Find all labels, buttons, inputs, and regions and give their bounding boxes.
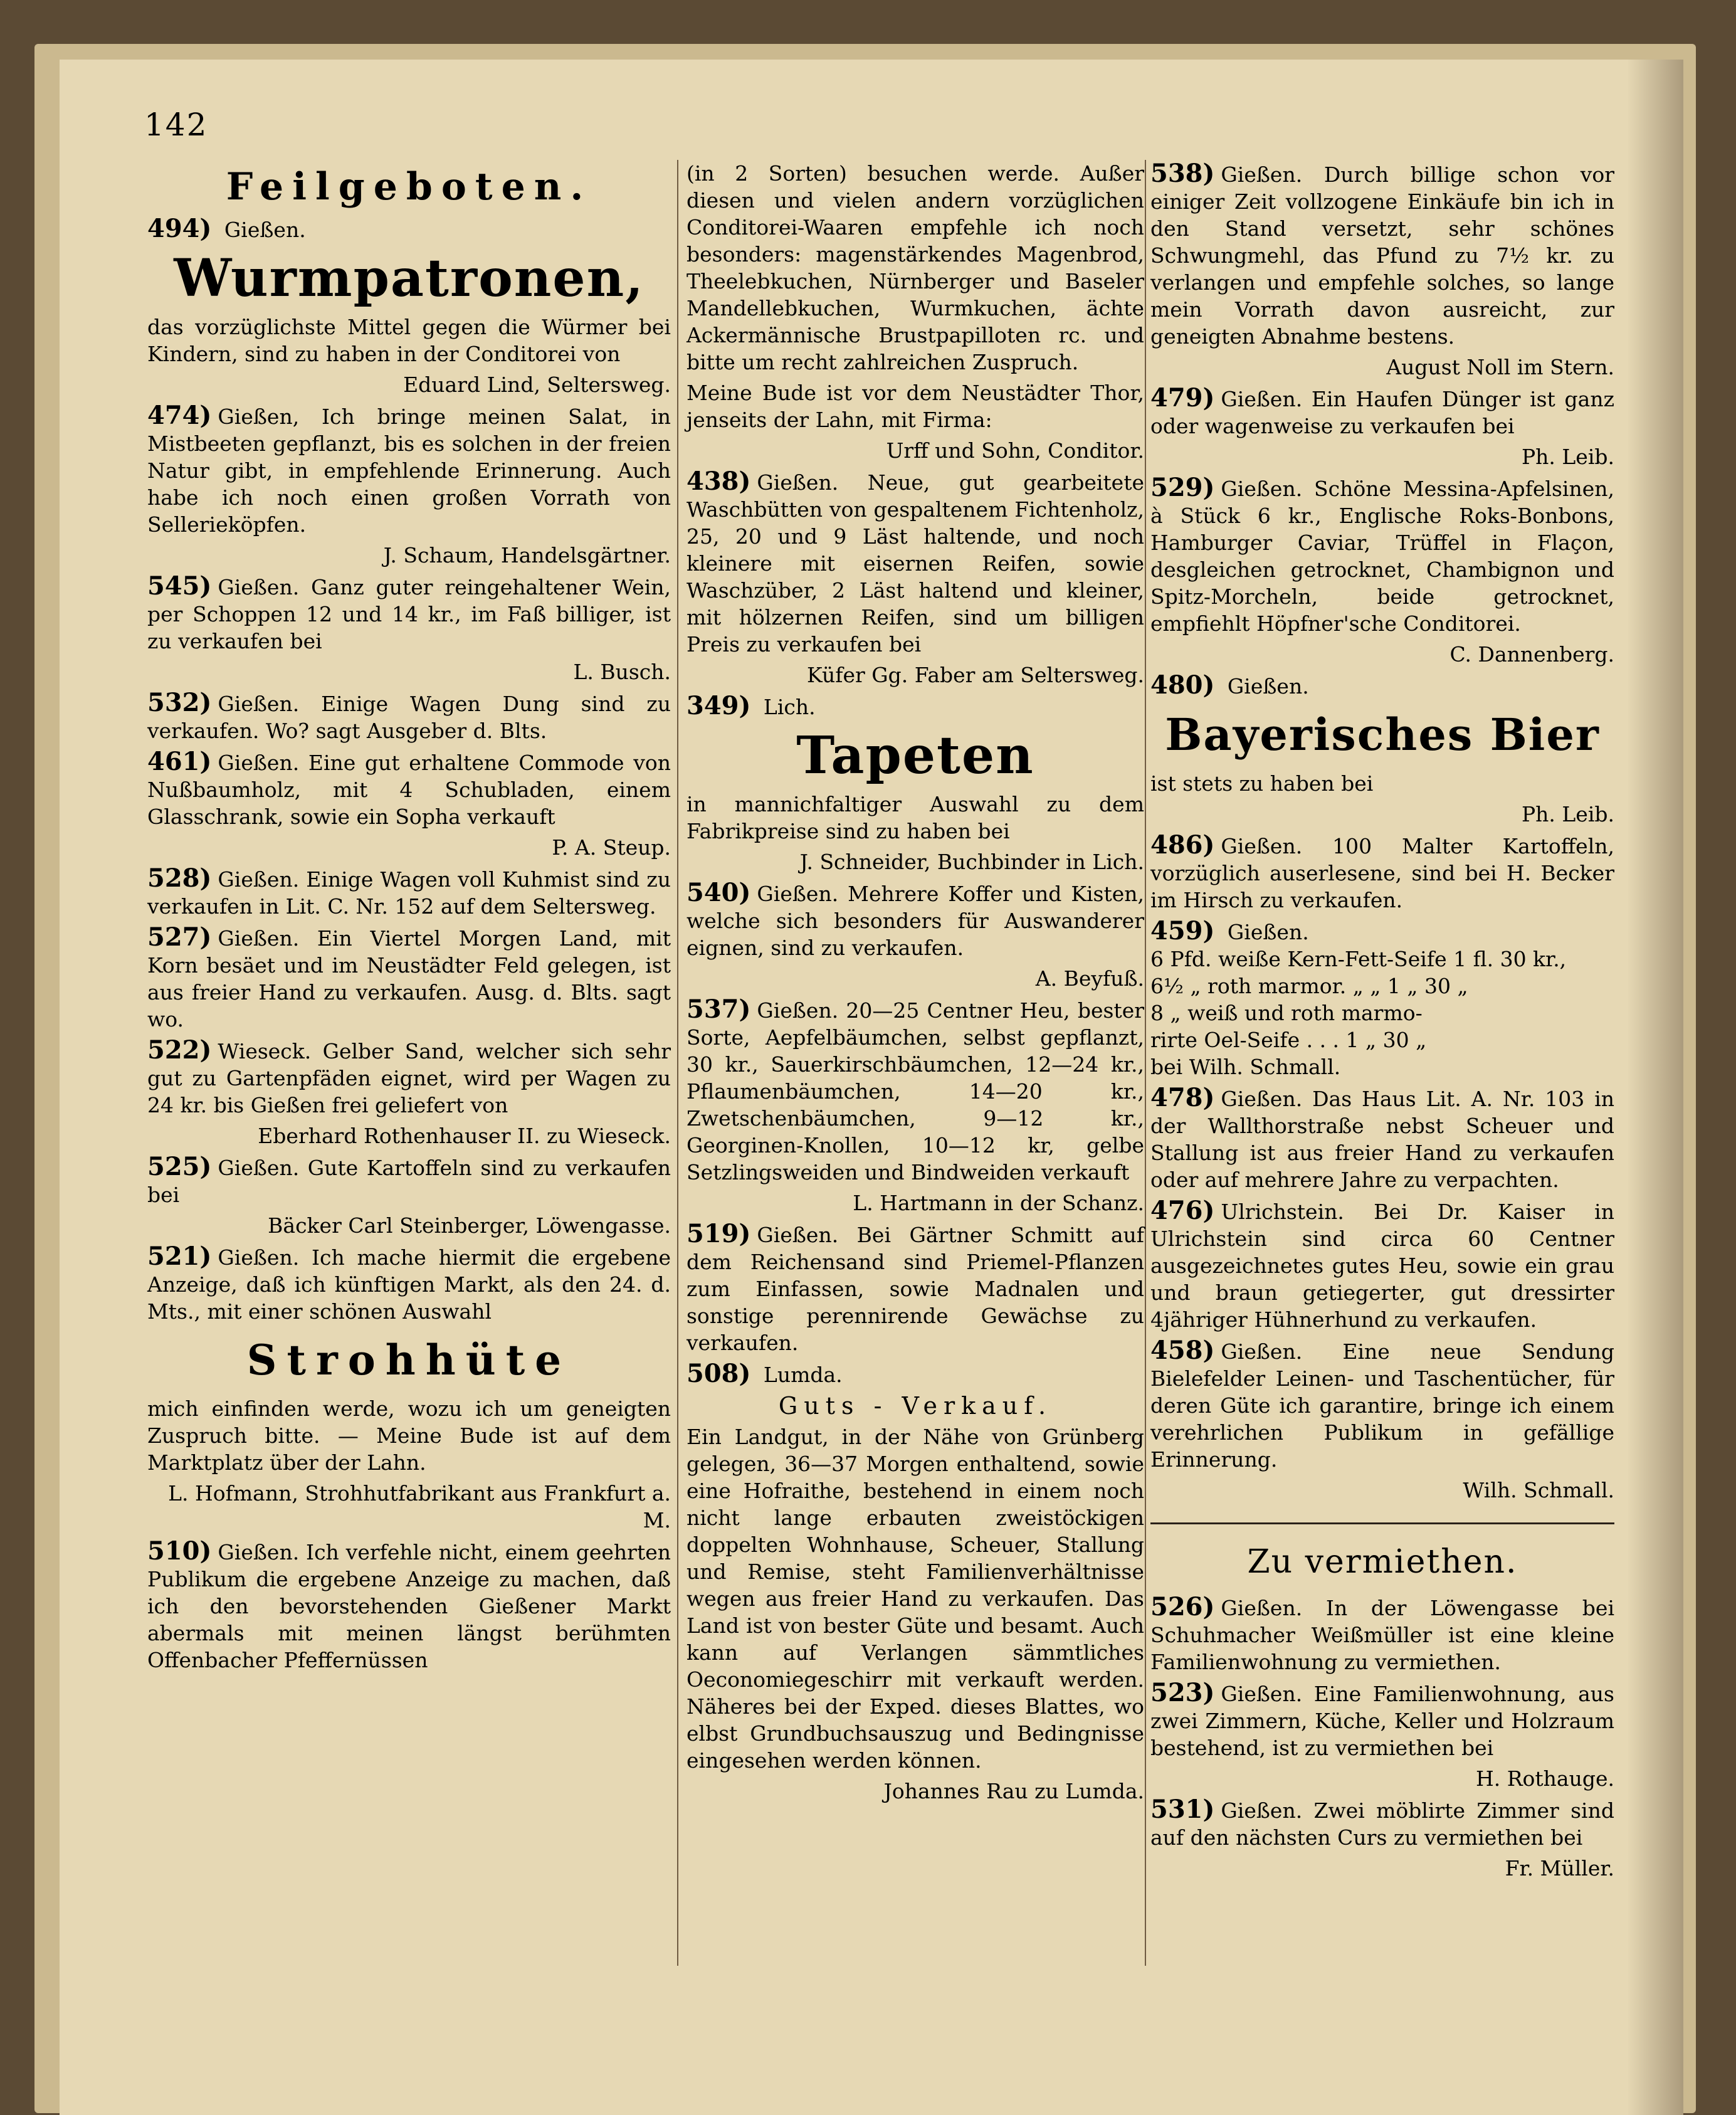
ad-349 — [687, 692, 1144, 720]
ad-number: 540) — [687, 878, 751, 907]
ad-480 — [1150, 672, 1614, 700]
ad-signature: J. Schneider, Buchbinder in Lich. — [799, 850, 1144, 874]
ad-number: 474) — [147, 401, 212, 430]
ad-461 — [147, 748, 671, 830]
ad-place: Lumda. — [763, 1363, 843, 1387]
ad-text: Gießen. In der Löwengasse bei Schuhmacher Weißmüller ist eine kleine Familienwohnung zu vermiethen. — [1150, 1596, 1614, 1674]
ad-text: das vorzüglichste Mittel gegen die Würmer bei Kindern, sind zu haben in der Conditorei von — [147, 315, 671, 366]
ad-signature: H. Rothauge. — [1475, 1766, 1614, 1791]
ad-signature: Johannes Rau zu Lumda. — [883, 1779, 1144, 1803]
ad-number: 545) — [147, 571, 212, 601]
ad-text: ist stets zu haben bei — [1150, 771, 1374, 796]
ad-459 — [1150, 917, 1614, 1080]
ad-537 — [687, 996, 1144, 1186]
ad-headline: Wurmpatronen, — [174, 248, 644, 309]
ad-text: Gießen. Eine neue Sendung Bielefelder Leinen- und Taschentücher, für deren Güte ich garantire, bringe ich einem verehrlichen Publikum in gefällige Erinnerung. — [1150, 1339, 1614, 1472]
ad-number: 494) — [147, 214, 212, 243]
ad-529 — [1150, 474, 1614, 637]
ad-headline: Guts - Verkauf. — [778, 1392, 1053, 1420]
price-line: 6 Pfd. weiße Kern-Fett-Seife 1 fl. 30 kr., — [1150, 947, 1567, 971]
ad-number: 523) — [1150, 1678, 1215, 1707]
ad-text: Gießen. Eine Familienwohnung, aus zwei Zimmern, Küche, Keller und Holzraum bestehend, ist zu vermiethen bei — [1150, 1682, 1614, 1760]
ad-text: Gießen. Ich verfehle nicht, einem geehrten Publikum die ergebene Anzeige zu machen, daß ich den bevorstehenden Gießener Markt abermals mit meinen längst berühmten Offenbacher Pfeffernüssen — [147, 1540, 671, 1672]
price-line: bei Wilh. Schmall. — [1150, 1055, 1341, 1079]
ad-text: Gießen. Zwei möblirte Zimmer sind auf den nächsten Curs zu vermiethen bei — [1150, 1798, 1614, 1850]
ad-number: 538) — [1150, 159, 1215, 188]
ad-text: Gießen. 20—25 Centner Heu, bester Sorte, Aepfelbäumchen, selbst gepflanzt, 30 kr., Sauerkirschbäumchen, 12—24 kr., Pflaumenbäumchen, 14—20 kr., Zwetschenbäumchen, 9—12 kr., Georginen-Knollen, 10—12 kr, gelbe Setzlingsweiden und Bindweiden verkauft — [687, 998, 1144, 1184]
column-2 — [687, 160, 1144, 1808]
ad-text: Gießen. Bei Gärtner Schmitt auf dem Reichensand sind Priemel-Pflanzen zum Einfassen, sowie Madnalen und sonstige perennirende Gewächse zu verkaufen. — [687, 1223, 1144, 1355]
ad-text: Gießen. Gute Kartoffeln sind zu verkaufen bei — [147, 1156, 671, 1207]
ad-signature: Eduard Lind, Seltersweg. — [403, 372, 671, 397]
ad-478 — [1150, 1084, 1614, 1193]
ad-headline: Strohhüte — [246, 1336, 572, 1385]
ad-text: Meine Bude ist vor dem Neustädter Thor, jenseits der Lahn, mit Firma: — [687, 381, 1144, 432]
ad-text: Gießen, Ich bringe meinen Salat, in Mistbeeten gepflanzt, bis es solchen in der freien Natur gibt, in empfehlende Erinnerung. Auch habe ich noch einen großen Vorrath von Sellerieköpfen. — [147, 404, 671, 537]
ad-number: 521) — [147, 1242, 212, 1271]
ad-signature: L. Hartmann in der Schanz. — [853, 1191, 1144, 1215]
ad-place: Gießen. — [1227, 920, 1309, 944]
ad-486 — [1150, 831, 1614, 914]
ad-signature: Ph. Leib. — [1521, 445, 1614, 469]
ad-519 — [687, 1220, 1144, 1356]
ad-number: 531) — [1150, 1795, 1215, 1824]
ad-510-continued: (in 2 Sorten) besuchen werde. Außer diesen und vielen andern vorzüglichen Conditorei-Waaren empfehle ich noch besonders: magenstärkendes Magenbrod, Theelebkuchen, Nürnberger und Baseler Mandellebkuchen, Wurmkuchen, ächte Ackermännische Brustpapilloten rc. und bitte um recht zahlreichen Zuspruch. — [687, 161, 1144, 374]
ad-494 — [147, 215, 671, 243]
ad-signature: Fr. Müller. — [1505, 1856, 1614, 1880]
ad-number: 476) — [1150, 1196, 1215, 1225]
ad-text: Gießen. Schöne Messina-Apfelsinen, à Stück 6 kr., Englische Roks-Bonbons, Hamburger Caviar, Trüffel in Flaçon, desgleichen getrocknet, Chambignon und Spitz-Morcheln, beide getrocknet, empfiehlt Höpfner'sche Conditorei. — [1150, 477, 1614, 636]
ad-text: Gießen. Durch billige schon vor einiger Zeit vollzogene Einkäufe bin ich in den Stand versetzt, sehr schönes Schwungmehl, das Pfund zu 7½ kr. zu verlangen und empfehle solches, so lange mein Vorrath davon ausreicht, zur geneigten Abnahme bestens. — [1150, 162, 1614, 349]
ad-number: 438) — [687, 467, 751, 496]
ad-532 — [147, 689, 671, 744]
ad-number: 527) — [147, 922, 212, 952]
ad-number: 532) — [147, 688, 212, 717]
ad-438 — [687, 468, 1144, 658]
ad-number: 529) — [1150, 473, 1215, 502]
ad-signature: Küfer Gg. Faber am Seltersweg. — [807, 663, 1144, 687]
ad-number: 526) — [1150, 1592, 1215, 1622]
ad-538 — [1150, 160, 1614, 350]
ad-signature: Urff und Sohn, Conditor. — [886, 438, 1144, 463]
column-rule-2 — [1145, 160, 1146, 1966]
ad-text: Gießen. Ein Haufen Dünger ist ganz oder wagenweise zu verkaufen bei — [1150, 387, 1614, 438]
ad-headline: Tapeten — [796, 725, 1034, 786]
ad-number: 510) — [147, 1536, 212, 1566]
ad-527 — [147, 924, 671, 1033]
ad-number: 480) — [1150, 670, 1215, 700]
ad-signature: J. Schaum, Handelsgärtner. — [383, 543, 671, 567]
ad-number: 478) — [1150, 1083, 1215, 1112]
ad-528 — [147, 865, 671, 920]
ad-number: 486) — [1150, 830, 1215, 860]
ad-text: Gießen. Ich mache hiermit die ergebene Anzeige, daß ich künftigen Markt, als den 24. d. Mts., mit einer schönen Auswahl — [147, 1245, 671, 1324]
ad-text: Wieseck. Gelber Sand, welcher sich sehr gut zu Gartenpfäden eignet, wird per Wagen zu 24 kr. bis Gießen frei geliefert von — [147, 1039, 671, 1117]
ad-signature: P. A. Steup. — [552, 835, 671, 860]
ad-signature: Bäcker Carl Steinberger, Löwengasse. — [268, 1213, 671, 1238]
ad-number: 461) — [147, 747, 212, 776]
ad-text: Gießen. Ganz guter reingehaltener Wein, per Schoppen 12 und 14 kr., im Faß billiger, ist zu verkaufen bei — [147, 575, 671, 653]
ad-number: 528) — [147, 863, 212, 893]
ad-number: 522) — [147, 1035, 212, 1065]
price-line: 8 „ weiß und roth marmo- — [1150, 1001, 1423, 1025]
ad-signature: L. Hofmann, Strohhutfabrikant aus Frankfurt a. M. — [168, 1481, 671, 1532]
ad-474 — [147, 402, 671, 538]
ad-place: Gießen. — [224, 218, 306, 242]
ad-text: Ulrichstein. Bei Dr. Kaiser in Ulrichstein sind circa 60 Centner ausgezeichnetes gutes Heu, sowie ein grau und braun getiegerter, gut dressirter 4jähriger Hühnerhund zu verkaufen. — [1150, 1200, 1614, 1332]
ad-458 — [1150, 1337, 1614, 1473]
ad-text: Gießen. Neue, gut gearbeitete Waschbütten von gespaltenem Fichtenholz, 25, 20 und 9 Läst haltende, und noch kleinere mit eisernen Reifen, sowie Waschzüber, 2 Läst haltend und kleiner, mit hölzernen Reifen, sind um billigen Preis zu verkaufen bei — [687, 470, 1144, 657]
ad-508 — [687, 1360, 1144, 1388]
ad-number: 525) — [147, 1152, 212, 1181]
ad-545 — [147, 572, 671, 655]
ad-number: 459) — [1150, 916, 1215, 946]
ad-number: 349) — [687, 691, 751, 720]
ad-521 — [147, 1243, 671, 1325]
column-1 — [147, 160, 671, 1677]
ad-text: in mannichfaltiger Auswahl zu dem Fabrikpreise sind zu haben bei — [687, 792, 1144, 843]
ad-place: Gießen. — [1227, 674, 1309, 699]
ad-text: Gießen. Eine gut erhaltene Commode von Nußbaumholz, mit 4 Schubladen, einem Glasschrank, sowie ein Sopha verkauft — [147, 751, 671, 829]
ad-place: Lich. — [763, 695, 816, 719]
ad-522 — [147, 1036, 671, 1119]
ad-text: Gießen. Das Haus Lit. A. Nr. 103 in der Wallthorstraße nebst Scheuer und Stallung ist aus freier Hand zu verkaufen oder auf mehrere Jahre zu verpachten. — [1150, 1087, 1614, 1192]
ad-text: mich einfinden werde, wozu ich um geneigten Zuspruch bitte. — Meine Bude ist auf dem Marktplatz über der Lahn. — [147, 1396, 671, 1475]
price-line: 6½ „ roth marmor. „ „ 1 „ 30 „ — [1150, 974, 1468, 998]
ad-476 — [1150, 1197, 1614, 1333]
page-gutter-shadow — [1627, 60, 1683, 2115]
ad-510 — [147, 1537, 671, 1674]
ad-number: 519) — [687, 1219, 751, 1248]
ad-signature: Wilh. Schmall. — [1463, 1478, 1614, 1502]
column-3 — [1150, 160, 1614, 1886]
section-separator — [1150, 1522, 1614, 1524]
ad-signature: August Noll im Stern. — [1386, 355, 1614, 379]
ad-signature: L. Busch. — [573, 660, 671, 684]
column-rule-1 — [677, 160, 678, 1966]
section-heading-zu-vermiethen: Zu vermiethen. — [1247, 1543, 1518, 1581]
ad-number: 537) — [687, 994, 751, 1024]
ad-headline: Bayerisches Bier — [1165, 709, 1600, 761]
ad-signature: Ph. Leib. — [1521, 802, 1614, 826]
ad-number: 508) — [687, 1359, 751, 1388]
ad-number: 479) — [1150, 383, 1215, 413]
ad-text: Gießen. Ein Viertel Morgen Land, mit Korn besäet und im Neustädter Feld gelegen, ist aus freier Hand zu verkaufen. Ausg. d. Blts. sagt wo. — [147, 926, 671, 1031]
ad-523 — [1150, 1679, 1614, 1761]
page-number: 142 — [144, 107, 208, 143]
ad-text: Ein Landgut, in der Nähe von Grünberg gelegen, 36—37 Morgen enthaltend, sowie eine Hofraithe, bestehend in einem noch nicht lange erbauten zweistöckigen doppelten Wohnhause, Scheuer, Stallung und Remise, steht Familienverhältnisse wegen aus freier Hand zu verkaufen. Das Land ist von bester Güte und besamt. Auch kann auf Verlangen sämmtliches Oeconomiegeschirr mit verkauft werden. Näheres bei der Exped. dieses Blattes, wo elbst Grundbuchsauszug und Bedingnisse eingesehen werden können. — [687, 1425, 1144, 1773]
ad-signature: C. Dannenberg. — [1449, 642, 1614, 667]
ad-signature: A. Beyfuß. — [1035, 966, 1144, 991]
ad-479 — [1150, 384, 1614, 440]
price-line: rirte Oel-Seife . . . 1 „ 30 „ — [1150, 1028, 1427, 1052]
ad-text: Gießen. Einige Wagen voll Kuhmist sind zu verkaufen in Lit. C. Nr. 152 auf dem Seltersweg. — [147, 867, 671, 919]
ad-text: Gießen. Mehrere Koffer und Kisten, welche sich besonders für Auswanderer eignen, sind zu verkaufen. — [687, 882, 1144, 960]
ad-text: Gießen. 100 Malter Kartoffeln, vorzüglich auserlesene, sind bei H. Becker im Hirsch zu verkaufen. — [1150, 834, 1614, 912]
ad-signature: Eberhard Rothenhauser II. zu Wieseck. — [258, 1124, 671, 1148]
ad-540 — [687, 879, 1144, 961]
ad-531 — [1150, 1796, 1614, 1851]
section-heading-feilgeboten: Feilgeboten. — [226, 165, 592, 209]
ad-number: 458) — [1150, 1336, 1215, 1365]
ad-text: Gießen. Einige Wagen Dung sind zu verkaufen. Wo? sagt Ausgeber d. Blts. — [147, 692, 671, 743]
ad-525 — [147, 1153, 671, 1208]
ad-526 — [1150, 1593, 1614, 1675]
